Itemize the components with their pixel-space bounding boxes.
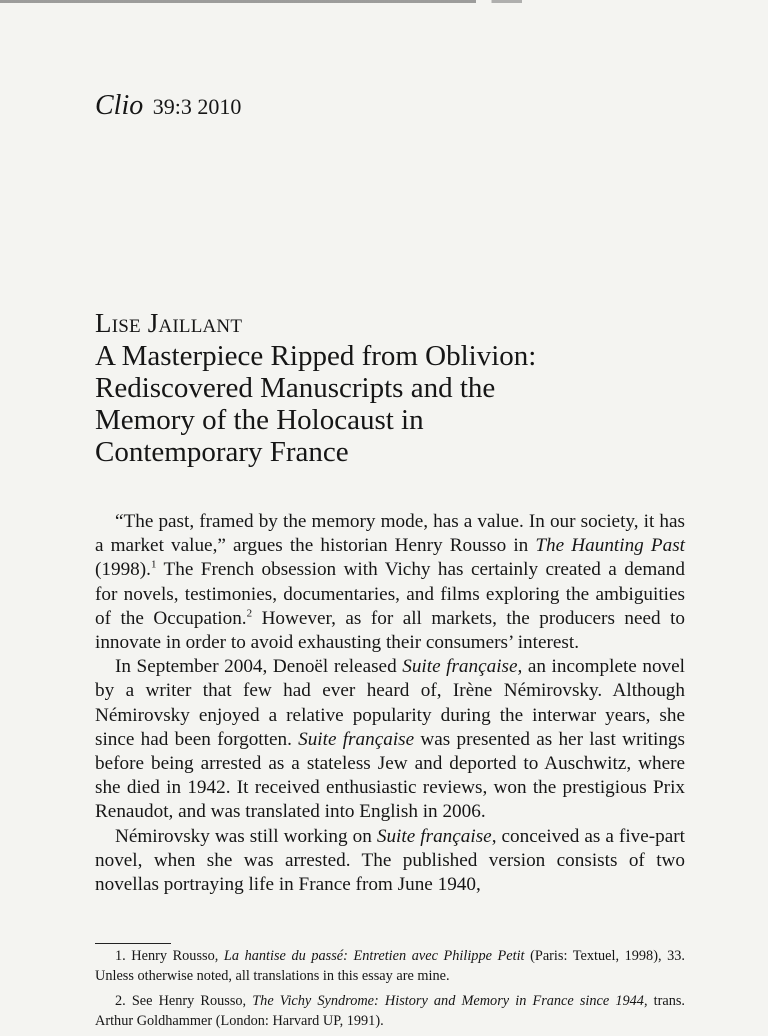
- scan-top-edge: [0, 0, 768, 3]
- footnote-ref: 2: [246, 607, 253, 620]
- text-run: “The past, framed by the memory mode, has a value. In our society, it has a market value,” argues the historian Henry Rousso in: [95, 511, 685, 557]
- text-run: was presented as her last writings before being arrested as a stateless Jew and deported to Auschwitz, where she died in 1942. It received enthusiastic reviews, won the prestigious Prix Renaudot, and was translated into English in 2006.: [95, 728, 685, 823]
- article-title: [95, 340, 715, 468]
- footnote-divider: [95, 943, 171, 944]
- title-line: Rediscovered Manuscripts and the: [95, 372, 496, 404]
- journal-issue: 39:3 2010: [152, 94, 242, 119]
- footnote-ref: 1: [150, 559, 157, 572]
- book-title: Suite française,: [402, 656, 523, 678]
- article-body: [95, 510, 685, 897]
- text-run: In September 2004, Denoël released: [115, 656, 403, 678]
- body-paragraph: [95, 655, 685, 824]
- text-run: The French obsession with Vichy has certainly created a demand for novels, testimonies, documentaries, and films exploring the ambiguities of the Occupation.: [95, 559, 685, 629]
- text-run: Némirovsky was still working on: [115, 825, 377, 847]
- body-paragraph: [95, 510, 685, 655]
- book-title: Suite française: [376, 825, 492, 847]
- journal-header: [95, 92, 241, 120]
- footnote: [95, 991, 685, 1031]
- text-run: , conceived as a five-part novel, when she was arrested. The published version consists of two novellas portraying life in France from June 1940,: [95, 825, 685, 896]
- title-line: A Masterpiece Ripped from Oblivion:: [95, 340, 537, 372]
- book-title: The Vichy Syndrome: History and Memory in France since 1944: [252, 993, 644, 1009]
- footnote: [95, 946, 685, 986]
- text-run: (Paris: Textuel, 1998), 33. Unless otherwise noted, all translations in this essay are mine.: [95, 948, 685, 984]
- text-run: an incomplete novel by a writer that few had ever heard of, Irène Némirovsky. Although Némirovsky enjoyed a relative popularity during the interwar years, she since had been forgotten.: [95, 656, 685, 750]
- text-run: 1. Henry Rousso,: [115, 948, 224, 964]
- article-author: Lise Jaillant: [95, 308, 243, 338]
- journal-name: Clio: [95, 90, 144, 121]
- text-run: However, as for all markets, the producers need to innovate in order to avoid exhausting their consumers’ interest.: [95, 607, 685, 654]
- title-line: Contemporary France: [95, 436, 349, 468]
- book-title: Suite française: [298, 728, 415, 750]
- footnotes: [95, 946, 685, 1036]
- body-paragraph: [95, 825, 685, 898]
- text-run: , trans. Arthur Goldhammer (London: Harvard UP, 1991).: [95, 993, 685, 1029]
- text-run: (1998).: [95, 559, 151, 581]
- book-title: The Haunting Past: [535, 535, 685, 557]
- text-run: 2. See Henry Rousso,: [115, 993, 253, 1009]
- title-line: Memory of the Holocaust in: [95, 404, 424, 436]
- book-title: La hantise du passé: Entretien avec Philippe Petit: [223, 948, 525, 964]
